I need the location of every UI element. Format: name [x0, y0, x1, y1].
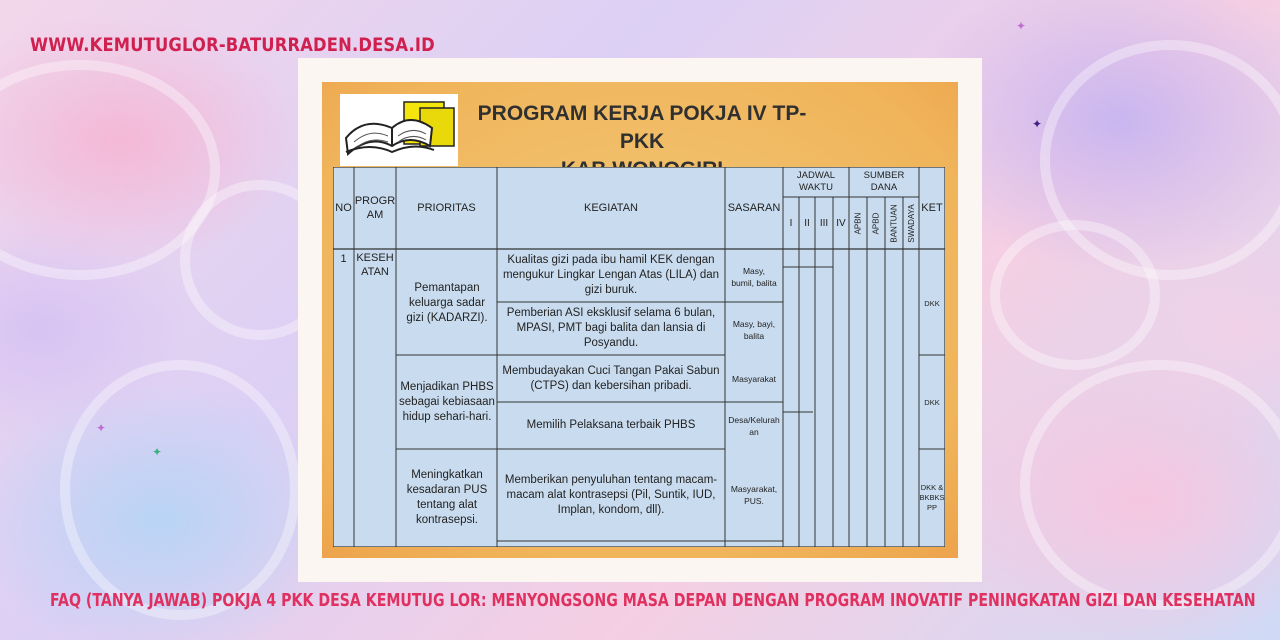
header-jadwal-line-2: WAKTU — [799, 182, 833, 193]
header-jadwal-iii: III — [819, 217, 829, 229]
background-swirl — [60, 360, 300, 620]
sparkle-icon: ✦ — [1032, 117, 1043, 131]
program-table — [333, 167, 945, 547]
header-sumber-line-2: DANA — [870, 182, 898, 193]
header-program-line-2: AM — [366, 209, 384, 221]
sasaran-lila: Masy, bumil, balita — [731, 265, 777, 288]
ket-phbs: DKK — [924, 397, 940, 407]
header-jadwal-i: I — [789, 217, 793, 229]
sparkle-icon: ✦ — [152, 445, 163, 459]
header-apbd: APBD — [871, 212, 881, 234]
header-kegiatan: KEGIATAN — [584, 202, 638, 214]
prioritas-kadarzi: Pemantapan keluarga sadar gizi (KADARZI). — [406, 281, 488, 324]
sparkle-icon: ✦ — [1016, 19, 1027, 33]
kegiatan-ctps: Membudayakan Cuci Tangan Pakai Sabun (CTPS) dan kebersihan pribadi. — [502, 364, 720, 392]
header-jadwal-ii: II — [804, 217, 810, 229]
row-no: 1 — [340, 253, 347, 265]
header-bantuan: BANTUAN — [889, 203, 899, 243]
kegiatan-kontrasepsi: Memberikan penyuluhan tentang macam-macam alat kontrasepsi (Pil, Suntik, IUD, Implan, kondom, dll). — [504, 473, 718, 516]
header-prioritas: PRIORITAS — [417, 202, 476, 214]
kegiatan-lila: Kualitas gizi pada ibu hamil KEK dengan mengukur Lingkar Lengan Atas (LILA) dan gizi buruk. — [502, 254, 720, 296]
header-jadwal-waktu — [783, 167, 849, 197]
sasaran-kontrasepsi: Masyarakat, PUS. — [730, 484, 778, 506]
program-slide-image — [322, 82, 958, 558]
prioritas-phbs: Menjadikan PHBS sebagai kebiasaan hidup sehari-hari. — [399, 380, 495, 423]
ket-pus: DKK & BKBKS PP — [919, 483, 945, 512]
header-swadaya: SWADAYA — [906, 203, 916, 243]
slide-title-line-1: PROGRAM KERJA POKJA IV TP-PKK — [477, 102, 807, 153]
kegiatan-phbs: Memilih Pelaksana terbaik PHBS — [526, 419, 696, 431]
header-no: NO — [335, 202, 352, 214]
header-apbn: APBN — [853, 212, 863, 234]
article-title[interactable]: FAQ (TANYA JAWAB) POKJA 4 PKK DESA KEMUTUG LOR: MENYONGSONG MASA DEPAN DENGAN PROGRAM INOVATIF PENINGKATAN GIZI DAN KESEHATAN — [50, 590, 1256, 611]
sparkle-icon: ✦ — [96, 421, 107, 435]
background-swirl — [990, 220, 1160, 370]
row-program — [354, 251, 396, 283]
ket-kadarzi: DKK — [924, 298, 940, 308]
sasaran-phbs: Desa/Kelurahan — [728, 414, 780, 437]
sasaran-ctps: Masyarakat — [732, 373, 776, 384]
background-swirl — [1020, 360, 1280, 610]
header-program-line-1: PROGR — [354, 195, 396, 207]
logo-box — [340, 94, 458, 166]
kegiatan-asi: Pemberian ASI eksklusif selama 6 bulan, MPASI, PMT bagi balita dan lansia di Posyandu. — [506, 307, 716, 349]
prioritas-pus: Meningkatkan kesadaran PUS tentang alat kontrasepsi. — [406, 469, 488, 526]
header-ket: KET — [921, 202, 943, 214]
row-program-line-2: ATAN — [361, 266, 389, 278]
open-book-folder-icon — [340, 94, 458, 166]
site-url[interactable]: WWW.KEMUTUGLOR-BATURRADEN.DESA.ID — [30, 34, 435, 56]
header-sumber-line-1: SUMBER — [863, 170, 905, 181]
sasaran-asi: Masy, bayi, balita — [732, 318, 776, 341]
header-program — [354, 167, 396, 249]
header-sumber-dana — [849, 167, 919, 197]
header-sasaran: SASARAN — [727, 202, 781, 214]
header-jadwal-line-1: JADWAL — [796, 170, 836, 181]
header-jadwal-iv: IV — [836, 217, 846, 229]
row-program-line-1: KESEH — [356, 252, 394, 264]
